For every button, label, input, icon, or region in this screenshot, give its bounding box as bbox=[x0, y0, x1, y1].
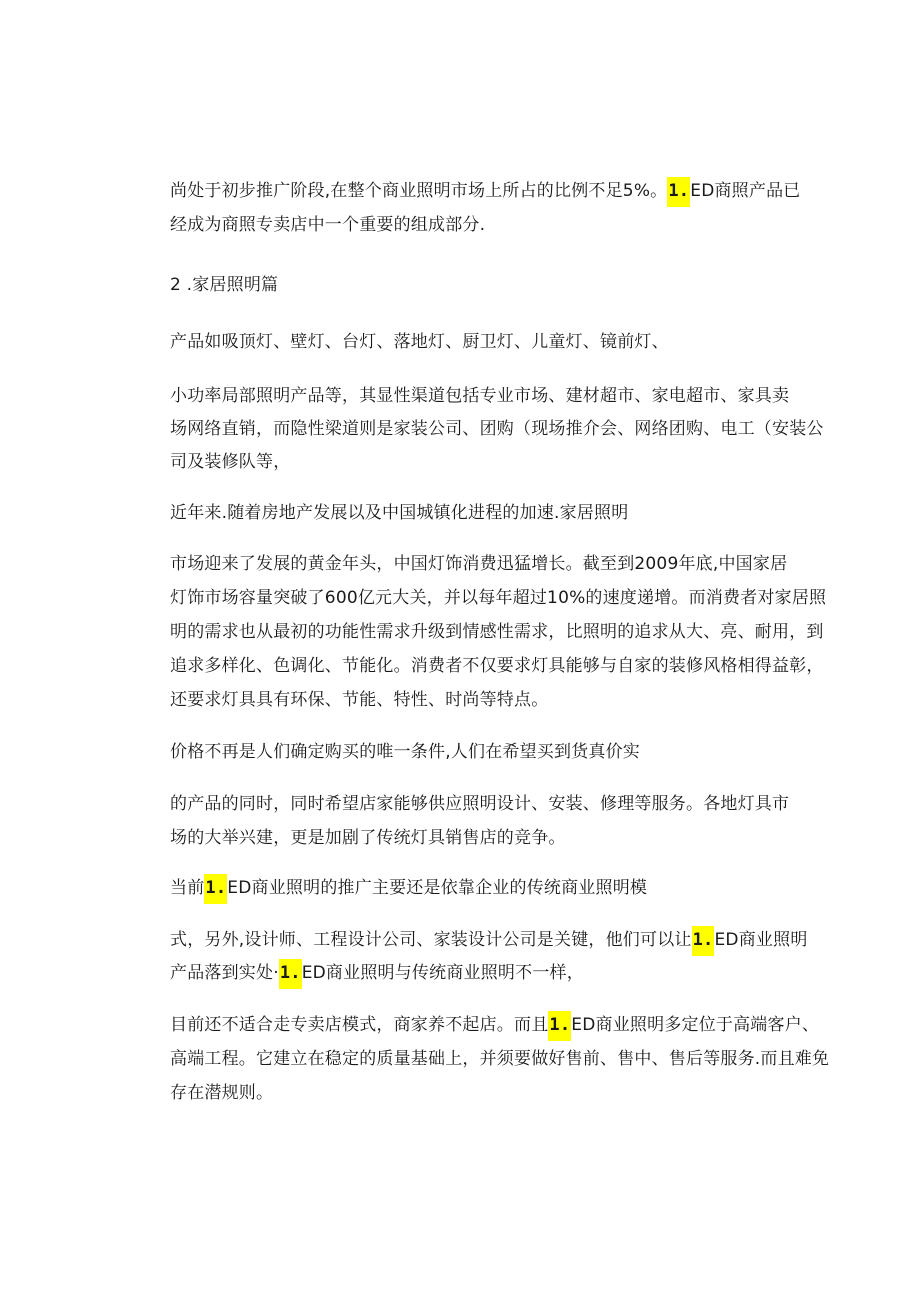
paragraph-6-line-5: 还要求灯具具有环保、节能、特性、时尚等特点。 bbox=[170, 690, 549, 710]
paragraph-6-line-2: 灯饰市场容量突破了600亿元大关，并以每年超过10%的速度递增。而消费者对家居照 bbox=[170, 588, 827, 608]
text-run: 尚处于初步推广阶段,在整个商业照明市场上所占的比例不足5%。 bbox=[170, 181, 668, 201]
paragraph-6-line-3: 明的需求也从最初的功能性需求升级到情感性需求，比照明的追求从大、亮、耐用，到 bbox=[170, 622, 824, 642]
paragraph-11-line-2: 高端工程。它建立在稳定的质量基础上，并须要做好售前、售中、售后等服务.而且难免 bbox=[170, 1049, 830, 1069]
paragraph-1-line-1 bbox=[170, 180, 800, 202]
paragraph-8-line-2: 场的大举兴建，更是加剧了传统灯具销售店的竞争。 bbox=[170, 828, 566, 848]
text-run: 式，另外,设计师、工程设计公司、家装设计公司是关键，他们可以让 bbox=[170, 930, 692, 950]
paragraph-4-line-3: 司及装修队等， bbox=[170, 452, 291, 472]
paragraph-5-line-1: 近年来.随着房地产发展以及中国城镇化进程的加速.家居照明 bbox=[170, 503, 629, 523]
text-run: ED商业照明多定位于高端客户、 bbox=[571, 1015, 820, 1035]
section-heading: 2 .家居照明篇 bbox=[170, 275, 279, 295]
paragraph-3-line-1: 产品如吸顶灯、壁灯、台灯、落地灯、厨卫灯、儿童灯、镜前灯、 bbox=[170, 332, 669, 352]
highlighted-text: 1. bbox=[279, 959, 302, 989]
paragraph-4-line-1: 小功率局部照明产品等，其显性渠道包括专业市场、建材超市、家电超市、家具卖 bbox=[170, 386, 790, 406]
highlighted-text: 1. bbox=[692, 926, 715, 956]
paragraph-6-line-4: 追求多样化、色调化、节能化。消费者不仅要求灯具能够与自家的装修风格相得益彰， bbox=[170, 656, 824, 676]
text-run: 产品落到实处· bbox=[170, 963, 279, 983]
paragraph-1-line-2: 经成为商照专卖店中一个重要的组成部分. bbox=[170, 215, 486, 235]
paragraph-9-line-1 bbox=[170, 877, 647, 899]
text-run: ED商业照明的推广主要还是依靠企业的传统商业照明模 bbox=[227, 878, 648, 898]
paragraph-11-line-3: 存在潜规则。 bbox=[170, 1083, 274, 1103]
paragraph-6-line-1: 市场迎来了发展的黄金年头，中国灯饰消费迅猛增长。截至到2009年底,中国家居 bbox=[170, 554, 788, 574]
text-run: ED商业照明与传统商业照明不一样， bbox=[301, 963, 584, 983]
paragraph-4-line-2: 场网络直销，而隐性梁道则是家装公司、团购（现场推介会、网络团购、电工（安装公 bbox=[170, 419, 824, 439]
highlighted-text: 1. bbox=[667, 177, 690, 207]
paragraph-11-line-1 bbox=[170, 1014, 819, 1036]
paragraph-10-line-2 bbox=[170, 962, 584, 984]
paragraph-7-line-1: 价格不再是人们确定购买的唯一条件,人们在希望买到货真价实 bbox=[170, 742, 641, 762]
text-run: ED商业照明 bbox=[714, 930, 808, 950]
paragraph-10-line-1 bbox=[170, 929, 808, 951]
text-run: 目前还不适合走专卖店模式，商家养不起店。而且 bbox=[170, 1015, 549, 1035]
highlighted-text: 1. bbox=[548, 1011, 571, 1041]
highlighted-text: 1. bbox=[204, 874, 227, 904]
text-run: ED商照产品已 bbox=[690, 181, 801, 201]
text-run: 当前 bbox=[170, 878, 205, 898]
paragraph-8-line-1: 的产品的同时，同时希望店家能够供应照明设计、安装、修理等服务。各地灯具市 bbox=[170, 794, 790, 814]
